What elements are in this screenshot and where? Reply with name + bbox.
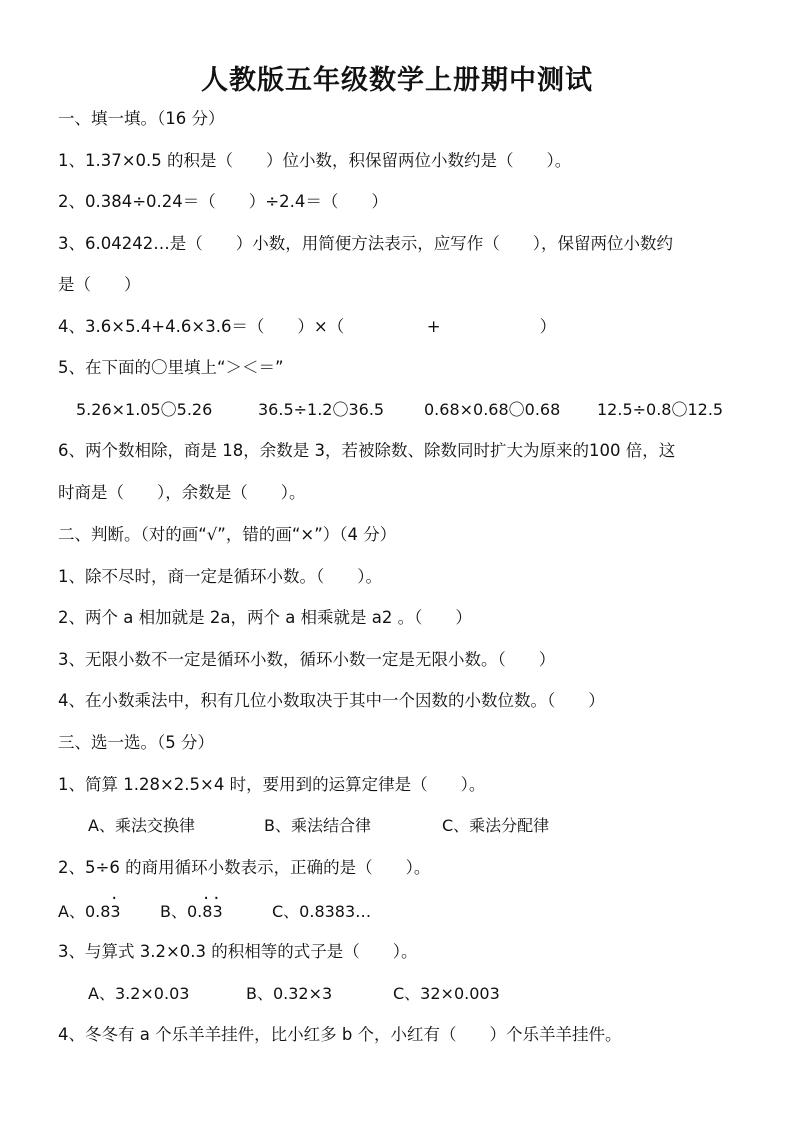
- s1-question-3-line2: 是（ ）: [58, 275, 141, 294]
- page-title: 人教版五年级数学上册期中测试: [201, 65, 593, 96]
- s1-question-5: 5、在下面的〇里填上“＞＜＝”: [58, 358, 284, 377]
- s3-question-2: 2、5÷6 的商用循环小数表示，正确的是（ ）。: [58, 858, 431, 877]
- option-b-prefix: B、0.: [160, 902, 203, 921]
- compare-item: 5.26×1.05〇5.26: [76, 400, 213, 419]
- option-a: A、乘法交换律: [88, 816, 195, 835]
- option-b: B、0.32×3: [246, 984, 333, 1003]
- repeating-digit: · 3: [212, 901, 222, 923]
- option-a: [58, 901, 121, 923]
- compare-item: 0.68×0.68〇0.68: [424, 400, 561, 419]
- s1-question-1: 1、1.37×0.5 的积是（ ）位小数，积保留两位小数约是（ ）。: [58, 151, 572, 170]
- option-b: [160, 901, 223, 923]
- option-c: C、乘法分配律: [442, 816, 550, 835]
- option-a-prefix: A、0.8: [58, 902, 111, 921]
- s3-question-3: 3、与算式 3.2×0.3 的积相等的式子是（ ）。: [58, 942, 418, 961]
- section3-heading: 三、选一选。（5 分）: [58, 733, 214, 752]
- s1-question-6-line2: 时商是（ ），余数是（ ）。: [58, 483, 306, 502]
- section2-heading: 二、判断。（对的画“√”，错的画“×”）（4 分）: [58, 525, 397, 544]
- s1-question-3-line1: 3、6.04242…是（ ）小数，用简便方法表示，应写作（ ），保留两位小数约: [58, 234, 673, 253]
- s2-question-1: 1、除不尽时，商一定是循环小数。（ ）。: [58, 567, 382, 586]
- s1-question-2: 2、0.384÷0.24＝（ ）÷2.4＝（ ）: [58, 192, 388, 211]
- s1-question-4: 4、3.6×5.4+4.6×3.6＝（ ）×（ + ）: [58, 317, 557, 336]
- compare-item: 12.5÷0.8〇12.5: [597, 400, 724, 419]
- section1-heading: 一、填一填。（16 分）: [58, 109, 225, 128]
- option-c: C、0.8383…: [272, 902, 372, 921]
- repeating-digit: · 3: [110, 901, 120, 923]
- s2-question-4: 4、在小数乘法中，积有几位小数取决于其中一个因数的小数位数。（ ）: [58, 691, 605, 710]
- s3-question-4: 4、冬冬有 a 个乐羊羊挂件，比小红多 b 个，小红有（ ）个乐羊羊挂件。: [58, 1025, 622, 1044]
- option-c: C、32×0.003: [393, 984, 500, 1003]
- s2-question-2: 2、两个 a 相加就是 2a，两个 a 相乘就是 a2 。（ ）: [58, 608, 472, 627]
- option-b: B、乘法结合律: [264, 816, 371, 835]
- option-a: A、3.2×0.03: [88, 984, 190, 1003]
- s1-question-6-line1: 6、两个数相除，商是 18，余数是 3，若被除数、除数同时扩大为原来的100 倍，这: [58, 441, 676, 460]
- compare-item: 36.5÷1.2〇36.5: [258, 400, 385, 419]
- s3-question-1: 1、简算 1.28×2.5×4 时，要用到的运算定律是（ ）。: [58, 775, 486, 794]
- repeating-digit: · 8: [202, 901, 212, 923]
- s2-question-3: 3、无限小数不一定是循环小数，循环小数一定是无限小数。（ ）: [58, 650, 556, 669]
